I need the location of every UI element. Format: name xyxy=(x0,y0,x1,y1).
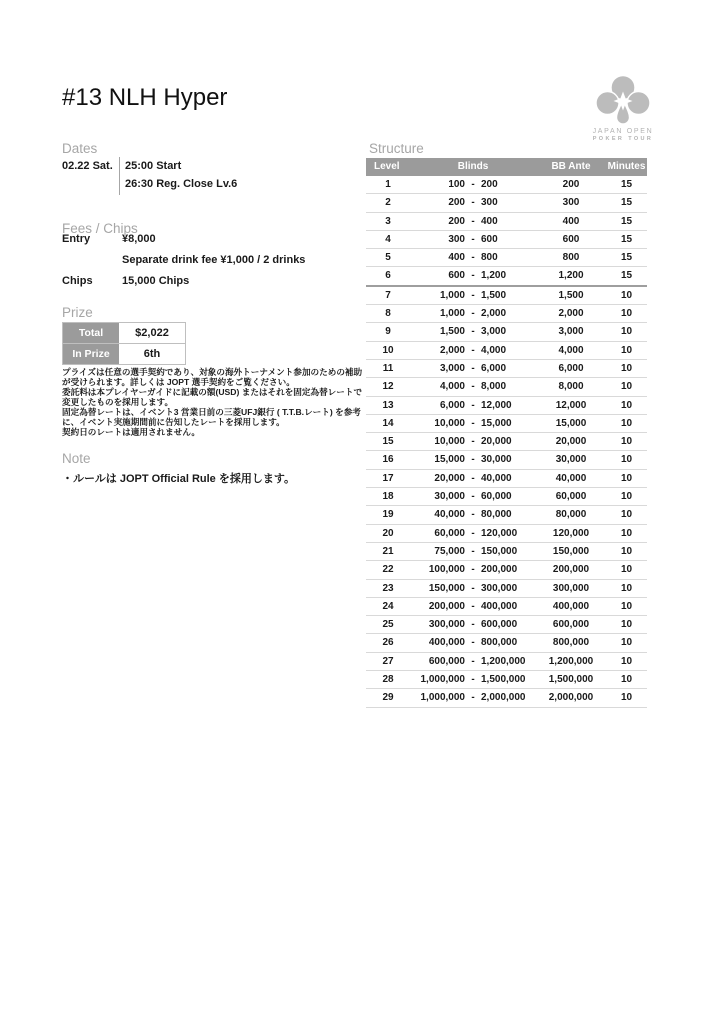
blinds-cell xyxy=(410,305,536,322)
structure-row xyxy=(366,488,647,506)
minutes-cell: 10 xyxy=(620,619,633,631)
big-blind-value: 400 xyxy=(481,215,498,227)
bb-ante-cell: 1,500 xyxy=(558,289,584,301)
level-cell: 28 xyxy=(382,674,394,686)
small-blind-value: 1,000 xyxy=(439,289,465,301)
small-blind-value: 300 xyxy=(448,233,465,245)
structure-row xyxy=(366,470,647,488)
small-blind-value: 1,500 xyxy=(439,326,465,338)
big-blind-value: 60,000 xyxy=(481,491,512,503)
small-blind-value: 200 xyxy=(448,197,465,209)
bb-ante-cell: 6,000 xyxy=(558,362,584,374)
bb-ante-cell: 800 xyxy=(562,252,580,264)
small-blind-value: 600 xyxy=(448,270,465,282)
structure-table xyxy=(366,158,647,708)
small-blind-value: 6,000 xyxy=(439,399,465,411)
blinds-dash: - xyxy=(471,417,475,429)
jopt-logo xyxy=(590,74,656,142)
minutes-cell: 10 xyxy=(620,564,633,576)
structure-row xyxy=(366,342,647,360)
small-blind-value: 4,000 xyxy=(439,381,465,393)
small-blind-value: 1,000 xyxy=(439,308,465,320)
big-blind-value: 120,000 xyxy=(481,527,518,539)
minutes-cell: 10 xyxy=(620,417,633,429)
blinds-dash: - xyxy=(471,289,475,301)
structure-row xyxy=(366,213,647,231)
big-blind-value: 800,000 xyxy=(481,637,518,649)
bb-ante-cell: 300 xyxy=(562,197,580,209)
structure-row xyxy=(366,598,647,616)
disclaimer-paragraph: プライズは任意の選手契約であり、対象の海外トーナメント参加のための補助が受けられます。詳しくは JOPT 選手契約をご覧ください。 xyxy=(62,367,363,387)
blinds-cell xyxy=(410,506,536,523)
page-title: #13 NLH Hyper xyxy=(62,84,228,111)
level-cell: 10 xyxy=(382,344,394,356)
level-cell: 23 xyxy=(382,582,394,594)
bb-ante-cell: 2,000 xyxy=(558,308,584,320)
structure-row xyxy=(366,249,647,267)
level-cell: 18 xyxy=(382,491,394,503)
prize-row-label: In Prize xyxy=(63,344,119,364)
structure-row xyxy=(366,176,647,194)
structure-row xyxy=(366,267,647,286)
blinds-dash: - xyxy=(471,454,475,466)
small-blind-value: 3,000 xyxy=(439,362,465,374)
fee-label: Entry xyxy=(62,233,91,245)
dates-block xyxy=(62,157,237,195)
big-blind-value: 15,000 xyxy=(481,417,512,429)
minutes-cell: 10 xyxy=(620,399,633,411)
bb-ante-cell: 15,000 xyxy=(555,417,587,429)
minutes-cell: 10 xyxy=(620,454,633,466)
structure-row xyxy=(366,287,647,305)
structure-row xyxy=(366,506,647,524)
fees-row xyxy=(62,271,352,292)
blinds-dash: - xyxy=(471,197,475,209)
bb-ante-cell: 3,000 xyxy=(558,326,584,338)
big-blind-value: 600 xyxy=(481,233,498,245)
blinds-dash: - xyxy=(471,308,475,320)
minutes-cell: 10 xyxy=(620,545,633,557)
minutes-cell: 10 xyxy=(620,436,633,448)
level-cell: 4 xyxy=(385,233,391,245)
fee-label xyxy=(62,250,122,271)
bb-ante-cell: 1,200 xyxy=(558,270,584,282)
minutes-cell: 15 xyxy=(620,179,633,190)
minutes-cell: 15 xyxy=(620,197,633,209)
blinds-dash: - xyxy=(471,233,475,245)
level-cell: 8 xyxy=(385,308,391,320)
blinds-dash: - xyxy=(471,582,475,594)
prize-row-value: $2,022 xyxy=(119,323,185,343)
prize-row xyxy=(63,323,185,343)
blinds-dash: - xyxy=(471,619,475,631)
dates-times xyxy=(119,157,237,195)
blinds-cell xyxy=(410,342,536,359)
level-cell: 14 xyxy=(382,417,394,429)
note-text: ・ルールは JOPT Official Rule を採用します。 xyxy=(62,473,295,485)
minutes-cell: 10 xyxy=(620,582,633,594)
blinds-cell xyxy=(410,194,536,211)
minutes-cell: 15 xyxy=(620,215,633,227)
structure-row xyxy=(366,378,647,396)
blinds-dash: - xyxy=(471,215,475,227)
minutes-cell: 10 xyxy=(620,674,633,686)
level-cell: 2 xyxy=(385,197,391,209)
small-blind-value: 600,000 xyxy=(428,655,465,667)
big-blind-value: 40,000 xyxy=(481,472,512,484)
bb-ante-cell: 600 xyxy=(562,233,580,245)
column-header-level: Level xyxy=(374,161,400,172)
blinds-dash: - xyxy=(471,674,475,686)
blinds-dash: - xyxy=(471,270,475,282)
minutes-cell: 10 xyxy=(620,637,633,649)
bb-ante-cell: 12,000 xyxy=(555,399,587,411)
logo-text-line1: JAPAN OPEN xyxy=(592,128,654,135)
fees-row xyxy=(62,229,352,250)
bb-ante-cell: 1,500,000 xyxy=(548,674,594,686)
structure-row xyxy=(366,451,647,469)
big-blind-value: 20,000 xyxy=(481,436,512,448)
level-cell: 3 xyxy=(385,215,391,227)
blinds-dash: - xyxy=(471,491,475,503)
minutes-cell: 10 xyxy=(620,509,633,521)
bb-ante-cell: 600,000 xyxy=(552,619,590,631)
small-blind-value: 100,000 xyxy=(428,564,465,576)
blinds-dash: - xyxy=(471,399,475,411)
bb-ante-cell: 2,000,000 xyxy=(548,692,594,704)
blinds-cell xyxy=(410,231,536,248)
small-blind-value: 1,000,000 xyxy=(420,674,465,686)
level-cell: 27 xyxy=(382,655,394,667)
logo-text-line2: POKER TOUR xyxy=(592,136,654,142)
prize-disclaimer xyxy=(62,367,365,437)
blinds-cell xyxy=(410,616,536,633)
blinds-dash: - xyxy=(471,326,475,338)
big-blind-value: 800 xyxy=(481,252,498,264)
small-blind-value: 300,000 xyxy=(428,619,465,631)
bb-ante-cell: 60,000 xyxy=(555,491,587,503)
level-cell: 15 xyxy=(382,436,394,448)
minutes-cell: 10 xyxy=(620,491,633,503)
start-time: 25:00 Start xyxy=(125,160,182,172)
big-blind-value: 200 xyxy=(481,179,498,190)
blinds-cell xyxy=(410,470,536,487)
level-cell: 19 xyxy=(382,509,394,521)
small-blind-value: 60,000 xyxy=(434,527,465,539)
blinds-cell xyxy=(410,213,536,230)
minutes-cell: 15 xyxy=(620,252,633,264)
bb-ante-cell: 30,000 xyxy=(555,454,587,466)
big-blind-value: 6,000 xyxy=(481,362,507,374)
level-cell: 6 xyxy=(385,270,391,282)
blinds-cell xyxy=(410,323,536,340)
blinds-cell xyxy=(410,451,536,468)
level-cell: 12 xyxy=(382,381,394,393)
bb-ante-cell: 400 xyxy=(562,215,580,227)
structure-row xyxy=(366,689,647,707)
structure-row xyxy=(366,360,647,378)
blinds-dash: - xyxy=(471,362,475,374)
minutes-cell: 10 xyxy=(620,344,633,356)
prize-row xyxy=(63,343,185,364)
fees-block xyxy=(62,229,352,292)
structure-row xyxy=(366,580,647,598)
big-blind-value: 1,500,000 xyxy=(481,674,526,686)
big-blind-value: 3,000 xyxy=(481,326,507,338)
reg-close-time: 26:30 Reg. Close Lv.6 xyxy=(125,178,238,190)
small-blind-value: 400 xyxy=(448,252,465,264)
small-blind-value: 15,000 xyxy=(434,454,465,466)
small-blind-value: 100 xyxy=(448,179,465,190)
blinds-cell xyxy=(410,488,536,505)
level-cell: 7 xyxy=(385,289,391,301)
big-blind-value: 2,000,000 xyxy=(481,692,526,704)
blinds-dash: - xyxy=(471,655,475,667)
bb-ante-cell: 8,000 xyxy=(558,381,584,393)
blinds-cell xyxy=(410,634,536,651)
level-cell: 16 xyxy=(382,454,394,466)
bb-ante-cell: 40,000 xyxy=(555,472,587,484)
level-cell: 22 xyxy=(382,564,394,576)
minutes-cell: 10 xyxy=(620,655,633,667)
blinds-cell xyxy=(410,249,536,266)
blinds-cell xyxy=(410,653,536,670)
blinds-cell xyxy=(410,561,536,578)
blinds-cell xyxy=(410,267,536,284)
minutes-cell: 10 xyxy=(620,472,633,484)
level-cell: 9 xyxy=(385,326,391,338)
dates-heading: Dates xyxy=(62,141,98,156)
blinds-dash: - xyxy=(471,564,475,576)
level-cell: 1 xyxy=(385,179,391,190)
small-blind-value: 150,000 xyxy=(428,582,465,594)
big-blind-value: 80,000 xyxy=(481,509,512,521)
big-blind-value: 200,000 xyxy=(481,564,518,576)
minutes-cell: 10 xyxy=(620,527,633,539)
structure-row xyxy=(366,323,647,341)
big-blind-value: 8,000 xyxy=(481,381,507,393)
small-blind-value: 400,000 xyxy=(428,637,465,649)
column-header-minutes: Minutes xyxy=(607,161,646,172)
minutes-cell: 15 xyxy=(620,270,633,282)
blinds-cell xyxy=(410,415,536,432)
structure-row xyxy=(366,433,647,451)
prize-heading: Prize xyxy=(62,305,93,320)
structure-row xyxy=(366,634,647,652)
note-heading: Note xyxy=(62,451,91,466)
structure-row xyxy=(366,543,647,561)
small-blind-value: 10,000 xyxy=(434,417,465,429)
prize-table xyxy=(62,322,186,365)
jopt-clover-icon xyxy=(590,74,656,126)
big-blind-value: 150,000 xyxy=(481,545,518,557)
small-blind-value: 10,000 xyxy=(434,436,465,448)
blinds-dash: - xyxy=(471,527,475,539)
minutes-cell: 15 xyxy=(620,233,633,245)
bb-ante-cell: 150,000 xyxy=(552,545,590,557)
bb-ante-cell: 80,000 xyxy=(555,509,587,521)
fee-value: Separate drink fee ¥1,000 / 2 drinks xyxy=(122,254,306,266)
level-cell: 25 xyxy=(382,619,394,631)
blinds-cell xyxy=(410,598,536,615)
level-cell: 26 xyxy=(382,637,394,649)
structure-table-body xyxy=(366,176,647,708)
big-blind-value: 4,000 xyxy=(481,344,507,356)
structure-table-header xyxy=(366,158,647,176)
blinds-cell xyxy=(410,525,536,542)
column-header-blinds: Blinds xyxy=(457,161,489,172)
blinds-dash: - xyxy=(471,472,475,484)
blinds-dash: - xyxy=(471,344,475,356)
minutes-cell: 10 xyxy=(620,381,633,393)
bb-ante-cell: 120,000 xyxy=(552,527,590,539)
minutes-cell: 10 xyxy=(620,326,633,338)
small-blind-value: 75,000 xyxy=(434,545,465,557)
blinds-dash: - xyxy=(471,637,475,649)
big-blind-value: 1,200 xyxy=(481,270,507,282)
bb-ante-cell: 200,000 xyxy=(552,564,590,576)
disclaimer-paragraph: 契約日のレートは適用されません。 xyxy=(62,427,201,437)
bb-ante-cell: 20,000 xyxy=(555,436,587,448)
bb-ante-cell: 300,000 xyxy=(552,582,590,594)
fee-label: Chips xyxy=(62,275,93,287)
bb-ante-cell: 400,000 xyxy=(552,600,590,612)
structure-row xyxy=(366,616,647,634)
small-blind-value: 200,000 xyxy=(428,600,465,612)
prize-row-value: 6th xyxy=(119,344,185,364)
blinds-cell xyxy=(410,397,536,414)
blinds-cell xyxy=(410,689,536,706)
blinds-cell xyxy=(410,433,536,450)
bb-ante-cell: 200 xyxy=(562,179,580,190)
big-blind-value: 30,000 xyxy=(481,454,512,466)
blinds-dash: - xyxy=(471,179,475,190)
disclaimer-paragraph: 固定為替レートは、イベント3 営業日前の三菱UFJ銀行 ( T.T.B.レート) を参考に、イベント実施期間前に告知したレートを採用します。 xyxy=(62,407,361,427)
level-cell: 29 xyxy=(382,692,394,704)
structure-row xyxy=(366,415,647,433)
fees-row xyxy=(62,250,352,271)
minutes-cell: 10 xyxy=(620,289,633,301)
structure-row xyxy=(366,671,647,689)
level-cell: 24 xyxy=(382,600,394,612)
big-blind-value: 1,500 xyxy=(481,289,507,301)
blinds-dash: - xyxy=(471,252,475,264)
date-value: 02.22 Sat. xyxy=(62,160,113,172)
small-blind-value: 200 xyxy=(448,215,465,227)
disclaimer-paragraph: 委託料は本プレイヤーガイドに記載の額(USD) またはそれを固定為替レートで変更したものを採用します。 xyxy=(62,387,363,407)
blinds-dash: - xyxy=(471,509,475,521)
bb-ante-cell: 800,000 xyxy=(552,637,590,649)
column-header-bb-ante: BB Ante xyxy=(551,161,591,172)
small-blind-value: 20,000 xyxy=(434,472,465,484)
big-blind-value: 300 xyxy=(481,197,498,209)
blinds-dash: - xyxy=(471,436,475,448)
level-cell: 17 xyxy=(382,472,394,484)
minutes-cell: 10 xyxy=(620,600,633,612)
structure-heading: Structure xyxy=(369,141,424,156)
structure-row xyxy=(366,231,647,249)
structure-row xyxy=(366,397,647,415)
level-cell: 20 xyxy=(382,527,394,539)
blinds-dash: - xyxy=(471,381,475,393)
structure-row xyxy=(366,305,647,323)
blinds-cell xyxy=(410,378,536,395)
blinds-cell xyxy=(410,287,536,304)
big-blind-value: 2,000 xyxy=(481,308,507,320)
bb-ante-cell: 4,000 xyxy=(558,344,584,356)
blinds-dash: - xyxy=(471,545,475,557)
blinds-cell xyxy=(410,176,536,193)
big-blind-value: 1,200,000 xyxy=(481,655,526,667)
fee-value: ¥8,000 xyxy=(122,233,156,245)
bb-ante-cell: 1,200,000 xyxy=(548,655,594,667)
fee-value: 15,000 Chips xyxy=(122,275,190,287)
small-blind-value: 2,000 xyxy=(439,344,465,356)
small-blind-value: 30,000 xyxy=(434,491,465,503)
small-blind-value: 40,000 xyxy=(434,509,465,521)
big-blind-value: 12,000 xyxy=(481,399,512,411)
blinds-cell xyxy=(410,360,536,377)
level-cell: 11 xyxy=(382,362,394,374)
blinds-cell xyxy=(410,580,536,597)
level-cell: 13 xyxy=(382,399,394,411)
blinds-cell xyxy=(410,671,536,688)
structure-row xyxy=(366,525,647,543)
big-blind-value: 400,000 xyxy=(481,600,518,612)
big-blind-value: 600,000 xyxy=(481,619,518,631)
structure-row xyxy=(366,561,647,579)
minutes-cell: 10 xyxy=(620,362,633,374)
prize-row-label: Total xyxy=(63,323,119,343)
blinds-dash: - xyxy=(471,600,475,612)
level-cell: 21 xyxy=(382,545,394,557)
minutes-cell: 10 xyxy=(620,308,633,320)
structure-row xyxy=(366,653,647,671)
blinds-cell xyxy=(410,543,536,560)
small-blind-value: 1,000,000 xyxy=(420,692,465,704)
fees-heading: Fees / Chips xyxy=(62,221,138,236)
minutes-cell: 10 xyxy=(620,692,633,704)
big-blind-value: 300,000 xyxy=(481,582,518,594)
structure-row xyxy=(366,194,647,212)
blinds-dash: - xyxy=(471,692,475,704)
level-cell: 5 xyxy=(385,252,391,264)
